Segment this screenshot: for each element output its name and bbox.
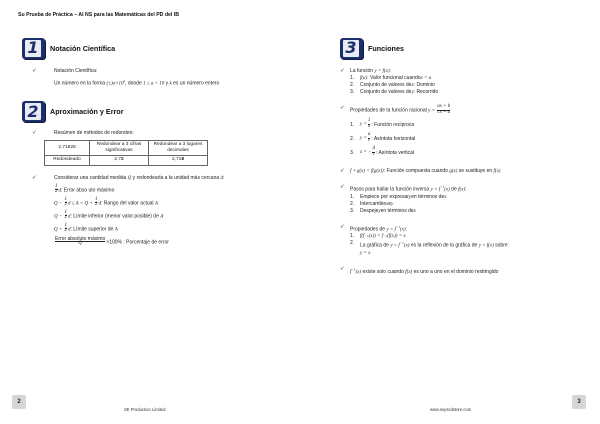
numerator: d [372,146,375,151]
text: Propiedades de [350,226,387,233]
result-text: 2,71 [171,157,182,163]
publisher-credit: SE Production Limited [124,407,166,412]
text: Conjunto de valores de [360,89,412,95]
math: f(x) [458,187,466,193]
section-title: Notación Científica [50,43,116,53]
check-icon: ✓ [340,105,345,111]
math: d [98,200,101,206]
text: se sustituye en [457,168,494,174]
text: y redondearla a la unidad más cercana [131,174,221,181]
text: sobre [493,242,508,249]
text: : [465,186,467,193]
text: en términos de [380,207,414,214]
math: Q − [54,200,64,206]
math: f(x) [493,169,501,174]
list-number: 1. [350,193,355,200]
math: y [408,194,412,200]
measurement-error-item [22,175,292,247]
fraction [65,211,68,221]
denominator: x [367,123,371,129]
math: 1 ≤ a < 10 [143,81,165,87]
math: y = [360,122,367,127]
math: y [411,90,414,95]
fraction [437,105,450,115]
list-item [350,208,580,215]
function-item [340,68,580,96]
inverse-properties-item [340,224,580,257]
section-1-heading [22,36,292,60]
denominator: 2 [55,189,58,195]
math: d [220,175,224,181]
rational-function-item [340,105,580,159]
math-sup: −1 [395,224,401,229]
numerator: 1 [64,222,67,228]
max-error-line [22,185,292,195]
table-header: Redondear a 3 cifras significativas [90,140,149,155]
numerator: a [367,132,371,137]
inverse-existence-item [340,266,580,276]
result-text: 2,7 [114,157,121,163]
fraction [55,237,105,247]
text: : Límite superior de [70,225,115,232]
denominator: 2 [64,215,67,221]
text: : [223,174,225,181]
math-sup: k [123,79,126,83]
math: y = [360,136,367,141]
list-number: 2. [350,200,355,207]
text: : Error abso uto máximo [61,186,115,193]
composite-function-item [340,168,580,175]
list-number: 1. [350,233,355,240]
check-icon: ✓ [340,265,345,272]
result-bold-digit: 8 [181,157,184,163]
text: existe solo cuando [361,268,406,275]
math: x = − [360,150,372,155]
math-sup: −1 [399,241,404,246]
list-number: 2. [350,136,355,142]
list-item [350,133,580,145]
math: d [58,187,61,193]
math: y = f [430,187,441,193]
upper-bound-line [22,224,292,234]
text: La función [350,68,375,74]
math: y = [428,108,437,114]
denominator: cx + d [437,109,451,115]
page-number-left: 2 [12,395,26,409]
math: d [68,213,71,219]
list-item [350,201,580,208]
list-number: 1. [350,75,355,81]
math: (x) [355,269,362,275]
denominator: c [367,137,371,143]
list-item [350,240,580,257]
text: : Asíntota horizontal [371,136,416,142]
text: : Asíntota vertical [375,150,415,156]
text: : Función compuesta cuando [383,168,450,174]
math: f(x) [405,269,413,275]
text: : Recorrido [413,89,439,95]
list-item [350,82,580,89]
text: Intercambie [360,200,387,207]
math: f [350,269,352,275]
result-bold-digit: 2 [121,157,124,163]
section-title: Aproximación y Error [50,107,124,117]
math: f ∘ g(x) = f(g(x)) [350,169,384,174]
list-item [350,147,580,159]
section-number-badge [22,101,45,122]
math: y = f [386,227,396,233]
numerator: Error absoluto máximo [55,235,106,242]
text: : Límite inferior (menor valor posible) de [70,212,161,219]
check-icon: ✓ [32,174,37,181]
text: e [388,200,392,207]
text: : Valor funcional cuando [367,75,421,81]
check-icon: ✓ [340,168,345,174]
numerator: ax + b [437,104,451,109]
list-item [350,119,580,131]
list-item [350,89,580,96]
text: en términos de [411,193,445,200]
numerator: 1 [367,118,371,123]
table-cell [90,155,149,165]
text: Un número en la forma [54,80,107,87]
rounding-table [44,140,208,166]
math-sup: −1 [364,234,369,239]
math: g(x) [449,169,458,174]
math: y [378,208,381,214]
math: f(a) [360,76,368,81]
list-item [350,233,580,240]
section-number-badge [22,38,45,59]
math: y = f(x) [374,69,390,74]
check-icon: ✓ [340,68,345,74]
check-icon: ✓ [340,223,345,230]
list-number: 3. [350,89,355,95]
inverse-steps-item [340,184,580,215]
math: A [160,213,164,219]
denominator: Q [78,241,82,247]
math-sup: −1 [440,185,445,189]
fraction [368,133,371,145]
text: : Dominio [413,82,435,88]
math-sup: −1 [383,234,388,239]
section-title: Funciones [368,43,404,53]
math: A [154,200,158,206]
section-number-badge [340,38,363,59]
math: y = f [390,243,400,249]
table-cell [149,155,208,165]
fraction [65,198,68,208]
math-sup: −1 [351,266,356,271]
math: d [68,226,71,232]
item-label: Notación Científica: [54,68,98,74]
numerator: 1 [55,183,58,189]
fraction [368,119,371,131]
math: (x) [444,187,450,193]
numerator: 1 [64,209,67,215]
section-number: 2 [25,103,41,120]
text: Propiedades de la función racional [350,107,429,114]
text: Considerar una cantidad medida [54,174,128,181]
math: A [114,226,118,232]
text: Empiece por expresar [360,193,409,200]
text: La gráfica de [360,242,391,249]
percentage-error-line [22,237,292,247]
text: de [449,186,459,193]
math: x [386,201,389,207]
page-header: Su Prueba de Práctica – AI NS para las Matemáticas del PD del IB [18,12,179,18]
text: : [405,226,407,233]
numerator: 1 [64,196,67,202]
math: x = a [420,76,432,81]
math: x [444,194,447,200]
math: k [169,81,172,87]
math: y [391,201,394,207]
math: y = f(x) [478,243,494,249]
math: Q + [54,226,64,232]
section-number: 1 [25,40,41,57]
website-link[interactable]: www.seprodstore.com [430,407,472,412]
text: , donde [125,80,144,87]
list-item [350,194,580,201]
denominator: c [372,151,375,157]
fraction [372,147,375,159]
text: : Rango del valor actual [100,199,155,206]
check-icon: ✓ [32,129,37,136]
text: : Función recíproca [371,122,415,128]
list-number: 2. [350,82,355,88]
list-number: 3. [350,150,355,156]
lower-bound-line [22,211,292,221]
fraction [55,185,58,195]
scientific-notation-item [22,68,292,88]
fraction [65,224,68,234]
section-3-heading [340,36,580,60]
check-icon: ✓ [340,184,345,190]
rounding-summary [22,130,292,166]
math: d ≤ A < Q + [68,200,94,206]
text: Despeje [360,207,379,214]
item-label: Resúmen de métodos de redondeo: [54,129,134,136]
text: es la reflexión de la gráfica de [409,242,479,249]
list-number: 2. [350,240,355,247]
page-number-right: 3 [572,395,586,409]
text: Pasos para hallar la función inversa [350,186,431,193]
list-item [350,75,580,82]
math: y = x [360,250,371,256]
right-column [340,36,580,276]
table-header: Redondear a 3 lugares decimales [149,140,208,155]
numerator: 1 [94,196,98,202]
math: x [413,208,416,214]
math: Q [127,175,132,181]
denominator: 2 [64,228,67,234]
math: (±)a×10 [106,81,124,87]
text: es un número entero [171,80,220,87]
math: (f(x)) = x [387,234,406,240]
math: Q − [54,213,64,219]
check-icon: ✓ [32,68,37,74]
text: : [389,68,391,74]
section-2-heading [22,100,292,124]
text: Conjunto de valores de [360,82,412,88]
left-column [22,36,292,247]
math: (x)) = f [368,234,384,240]
list-number: 1. [350,122,355,128]
section-number: 3 [343,40,359,57]
table-row-label: Redondeado [45,155,90,165]
text: es uno a uno en el dominio restringido [412,268,499,275]
text: y [164,80,170,87]
range-line [22,198,292,208]
denominator: 2 [94,202,98,208]
math: (x) [403,243,410,249]
list-number: 3. [350,207,355,214]
math: (x) [400,227,406,233]
math: f(f [360,234,365,240]
denominator: 2 [64,202,67,208]
math: x [411,83,414,88]
table-cell-value: 2,71828 [45,140,90,155]
text: ×100% : Porcentaje de error [106,238,169,245]
